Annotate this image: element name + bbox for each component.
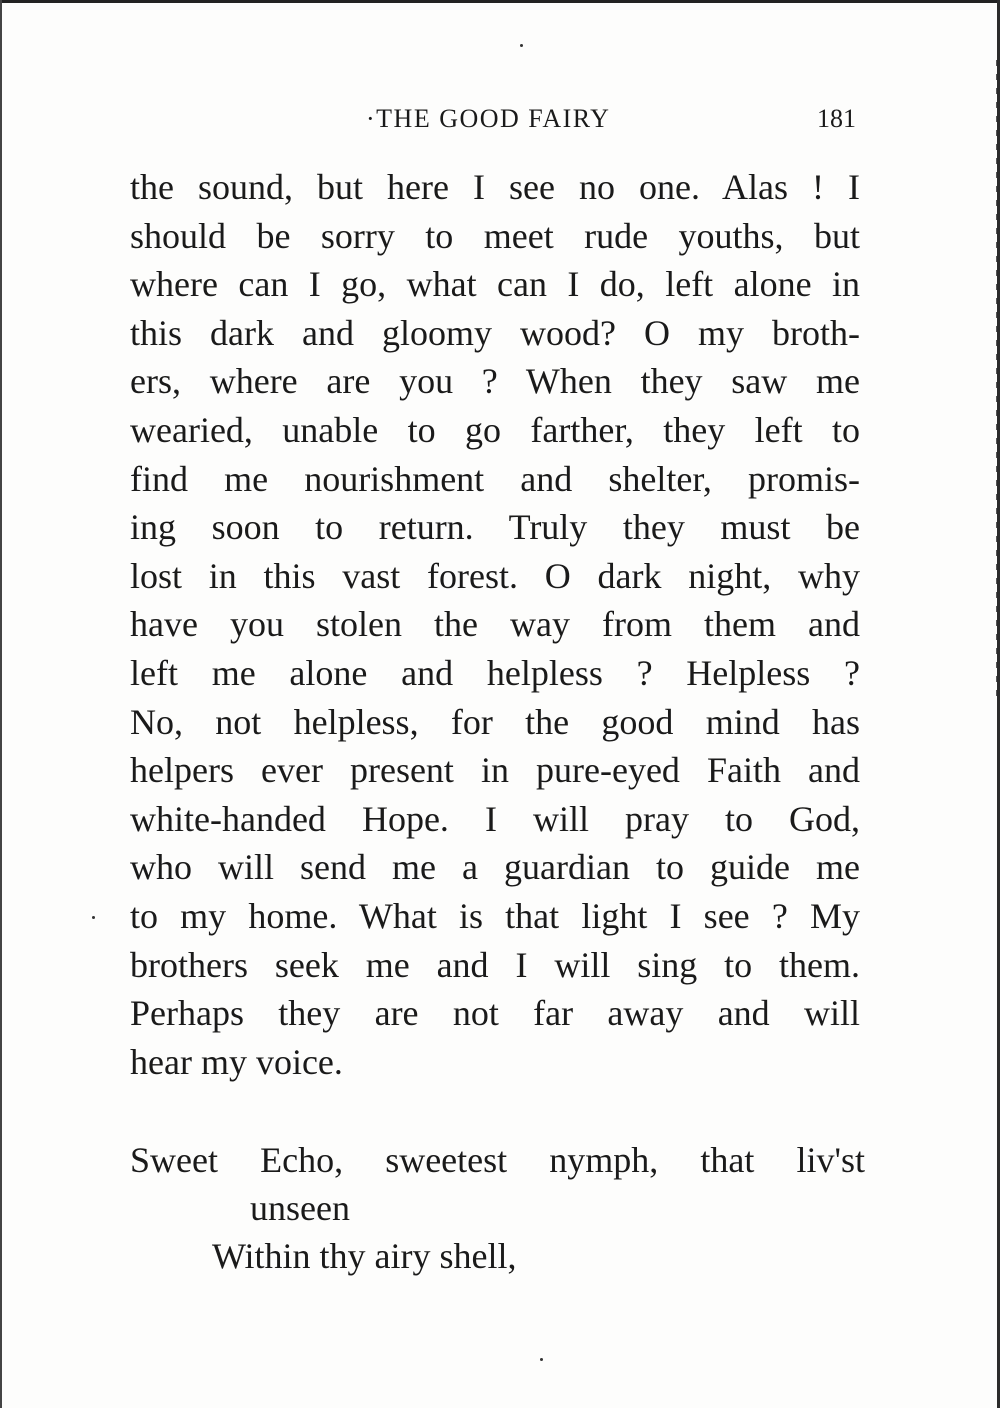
text-line: No, not helpless, for the good mind has [130, 701, 860, 742]
text-line: left me alone and helpless ? Helpless ? [130, 652, 860, 693]
body-paragraph [130, 163, 860, 1086]
page-number: 181 [817, 104, 856, 133]
text-line: have you stolen the way from them and [130, 604, 860, 645]
text-line: wearied, unable to go farther, they left to [130, 409, 860, 450]
text-line: the sound, but here I see no one. Alas ! I [130, 167, 860, 207]
text-line: brothers seek me and I will sing to them. [130, 944, 860, 985]
text-line: white-handed Hope. I will pray to God, [130, 798, 860, 839]
text-line: this dark and gloomy wood? O my broth- [130, 312, 860, 353]
verse-line: Within thy airy shell, [212, 1236, 517, 1276]
text-line: who will send me a guardian to guide me [130, 847, 860, 888]
text-line: ers, where are you ? When they saw me [130, 361, 860, 402]
text-line: where can I go, what can I do, left alone in [130, 264, 860, 305]
scan-speck [520, 44, 523, 47]
text-line: Perhaps they are not far away and will [130, 993, 860, 1034]
scan-edge-left [0, 0, 2, 1408]
verse-line: Sweet Echo, sweetest nymph, that liv'st [130, 1140, 865, 1180]
scan-edge-right-inner [996, 60, 997, 700]
verse-line-continuation: unseen [250, 1188, 350, 1228]
running-title: ·THE GOOD FAIRY [366, 104, 611, 133]
text-line: ing soon to return. Truly they must be [130, 507, 860, 548]
scan-speck [540, 1358, 543, 1361]
text-line: should be sorry to meet rude youths, but [130, 215, 860, 256]
running-head [130, 104, 860, 138]
text-line: helpers ever present in pure-eyed Faith and [130, 750, 860, 791]
text-line: hear my voice. [130, 1041, 343, 1082]
verse-block [130, 1136, 865, 1280]
scan-speck [92, 916, 95, 919]
scan-edge-top [0, 0, 1000, 3]
text-line: to my home. What is that light I see ? My [130, 895, 860, 936]
text-line: lost in this vast forest. O dark night, why [130, 555, 860, 596]
text-line: find me nourishment and shelter, promis- [130, 458, 860, 499]
